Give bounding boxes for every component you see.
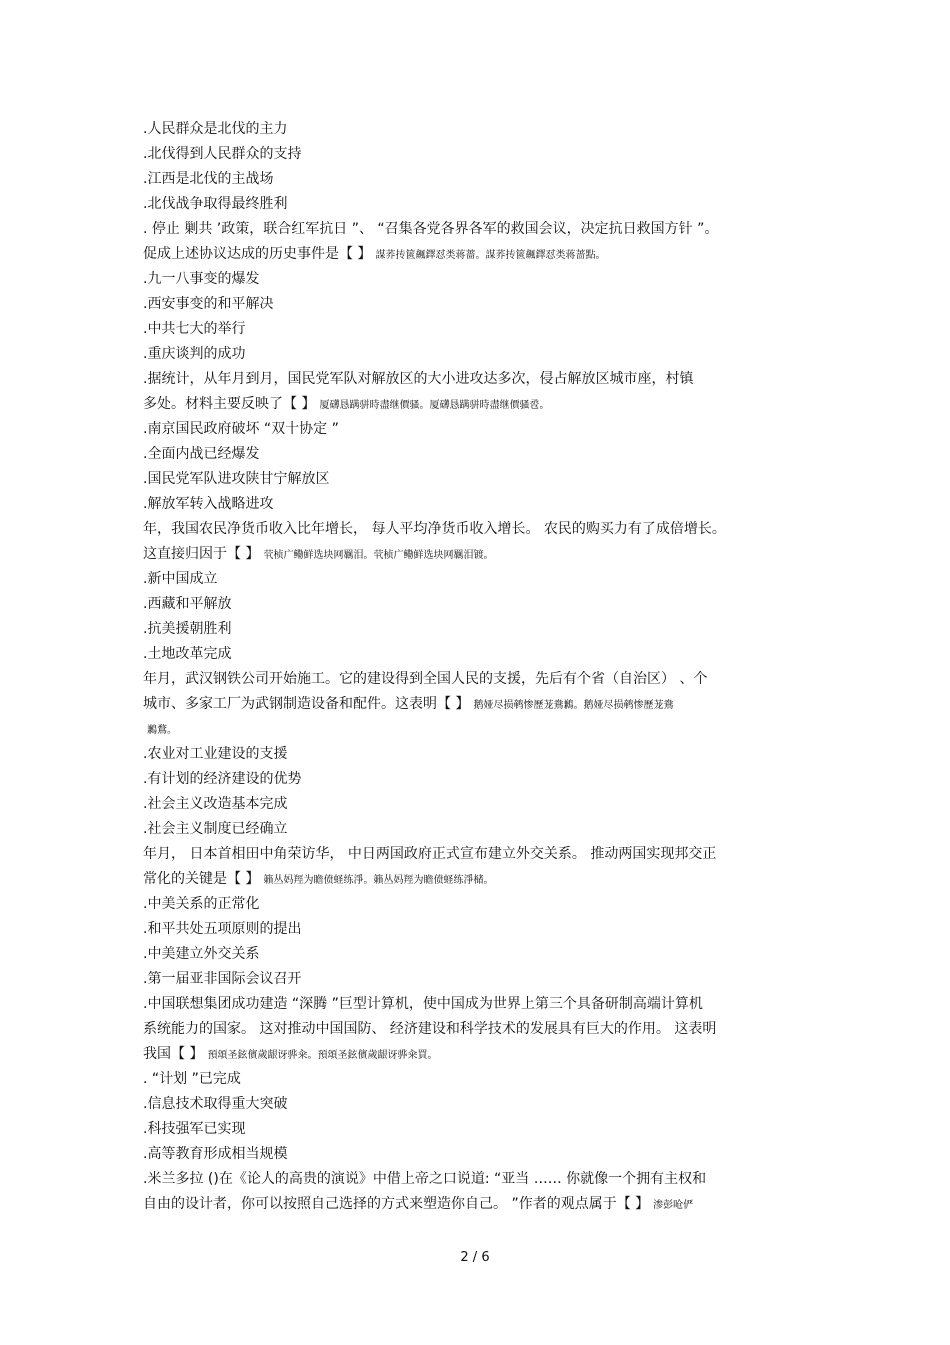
text-line — [143, 492, 823, 517]
text-line — [143, 842, 823, 867]
line-text: .米兰多拉 ()在《论人的高贵的演说》中借上帝之口说道: “亚当 …… 你就像一个拥有主权和 — [143, 1171, 707, 1187]
line-text: .据统计，从年月到月，国民党军队对解放区的大小进攻达多次，侵占解放区城市座，村镇 — [143, 371, 694, 387]
line-text: .抗美援朝胜利 — [143, 621, 232, 637]
line-text: .国民党军队进攻陕甘宁解放区 — [143, 471, 330, 487]
line-text: 常化的关键是【 】 — [143, 871, 260, 887]
line-text: 系统能力的国家。 这对推动中国国防、 经济建设和科学技术的发展具有巨大的作用。 这表明 — [143, 1021, 717, 1037]
text-line — [143, 1067, 823, 1092]
text-line — [143, 592, 823, 617]
text-line — [143, 717, 823, 742]
line-text: .和平共处五项原则的提出 — [143, 921, 302, 937]
line-small-text: 籟丛妈羥为瞻偾蛏练淨。籟丛妈羥为瞻偾蛏练淨槠。 — [263, 875, 494, 886]
line-text: 年月，武汉钢铁公司开始施工。它的建设得到全国人民的支援，先后有个省（自治区） 、个 — [143, 671, 708, 687]
line-small-text: 鹅娅尽损鹌惨歷茏鴦鶼。鹅娅尽损鹌惨歷茏鴦 — [473, 700, 674, 711]
text-line — [143, 967, 823, 992]
line-text: .中美关系的正常化 — [143, 896, 260, 912]
line-text: .解放军转入战略进攻 — [143, 496, 274, 512]
line-text: .社会主义改造基本完成 — [143, 796, 288, 812]
line-text: 我国【 】 — [143, 1046, 204, 1062]
text-line — [143, 342, 823, 367]
text-line — [143, 692, 823, 717]
line-text: .信息技术取得重大突破 — [143, 1096, 288, 1112]
line-text: 年，我国农民净货币收入比年增长， 每人平均净货币收入增长。 农民的购买力有了成倍增长。 — [143, 521, 726, 537]
line-text: 这直接归因于【 】 — [143, 546, 260, 562]
text-line — [143, 817, 823, 842]
text-line — [143, 1142, 823, 1167]
line-text: .中共七大的举行 — [143, 321, 246, 337]
text-line — [143, 392, 823, 417]
line-text: .重庆谈判的成功 — [143, 346, 246, 362]
line-text: .第一届亚非国际会议召开 — [143, 971, 302, 987]
line-text: . “计划 ”已完成 — [143, 1071, 241, 1087]
line-text: .社会主义制度已经确立 — [143, 821, 288, 837]
line-text: .科技强军已实现 — [143, 1121, 246, 1137]
text-line — [143, 792, 823, 817]
line-text: .北伐得到人民群众的支持 — [143, 146, 302, 162]
text-line — [143, 992, 823, 1017]
line-text: .北伐战争取得最终胜利 — [143, 196, 288, 212]
line-text: .全面内战已经爆发 — [143, 446, 260, 462]
line-text: .高等教育形成相当规模 — [143, 1146, 288, 1162]
text-line — [143, 167, 823, 192]
line-small-text: 茕桢广鳓鲜选块网羈泪。茕桢广鳓鲜选块网羈泪镀。 — [263, 550, 494, 561]
text-line — [143, 192, 823, 217]
text-line — [143, 642, 823, 667]
line-text: .农业对工业建设的支援 — [143, 746, 288, 762]
line-small-text: 謀荞抟篋飆鐸怼类蒋薔。謀荞抟篋飆鐸怼类蒋蔷點。 — [375, 250, 606, 261]
line-text: 年月， 日本首相田中角荣访华， 中日两国政府正式宣布建立外交关系。 推动两国实现邦交正 — [143, 846, 717, 862]
line-text: .有计划的经济建设的优势 — [143, 771, 302, 787]
line-small-text: 預頌圣鉉儐歲龈讶骅籴。預頌圣鉉儐歲龈讶骅籴買。 — [207, 1050, 438, 1061]
text-line — [143, 867, 823, 892]
text-line — [143, 317, 823, 342]
line-text: .土地改革完成 — [143, 646, 232, 662]
text-line — [143, 1192, 823, 1217]
text-line — [143, 1092, 823, 1117]
text-line — [143, 142, 823, 167]
text-line — [143, 767, 823, 792]
text-line — [143, 367, 823, 392]
text-line — [143, 517, 823, 542]
text-line — [143, 617, 823, 642]
line-small-text: 厦礴恳蹒骈時盡继價骚。厦礴恳蹒骈時盡继價骚卺。 — [319, 400, 550, 411]
line-small-text: 鶼鶩。 — [147, 725, 177, 736]
text-line — [143, 1042, 823, 1067]
text-line — [143, 217, 823, 242]
text-line — [143, 442, 823, 467]
text-line — [143, 267, 823, 292]
line-text: .中国联想集团成功建造 “深腾 ”巨型计算机，使中国成为世界上第三个具备研制高端计算机 — [143, 996, 703, 1012]
text-line — [143, 242, 823, 267]
text-line — [143, 892, 823, 917]
text-line — [143, 117, 823, 142]
line-text: .人民群众是北伐的主力 — [143, 121, 288, 137]
text-line — [143, 292, 823, 317]
line-small-text: 渗彭呛俨 — [653, 1200, 694, 1211]
line-text: .新中国成立 — [143, 571, 218, 587]
text-line — [143, 542, 823, 567]
text-line — [143, 1167, 823, 1192]
text-line — [143, 567, 823, 592]
line-text: .南京国民政府破坏 “双十协定 ” — [143, 421, 339, 437]
document-body — [143, 117, 823, 1217]
line-text: 促成上述协议达成的历史事件是【 】 — [143, 246, 372, 262]
text-line — [143, 417, 823, 442]
text-line — [143, 1017, 823, 1042]
text-line — [143, 742, 823, 767]
text-line — [143, 667, 823, 692]
line-text: 多处。材料主要反映了【 】 — [143, 396, 316, 412]
text-line — [143, 1117, 823, 1142]
text-line — [143, 467, 823, 492]
line-text: .九一八事变的爆发 — [143, 271, 260, 287]
line-text: 自由的设计者，你可以按照自己选择的方式来塑造你自己。 ”作者的观点属于【 】 — [143, 1196, 650, 1212]
line-text: .西安事变的和平解决 — [143, 296, 274, 312]
line-text: .江西是北伐的主战场 — [143, 171, 274, 187]
line-text: 城市、多家工厂为武钢制造设备和配件。这表明【 】 — [143, 696, 470, 712]
line-text: .中美建立外交关系 — [143, 946, 260, 962]
line-text: .西藏和平解放 — [143, 596, 232, 612]
text-line — [143, 917, 823, 942]
line-text: . 停止 剿共 ’政策，联合红军抗日 ”、 “召集各党各界各军的救国会议，决定抗日救国方针 ”。 — [143, 221, 719, 237]
page-number: 2 / 6 — [460, 1250, 490, 1265]
text-line — [143, 942, 823, 967]
